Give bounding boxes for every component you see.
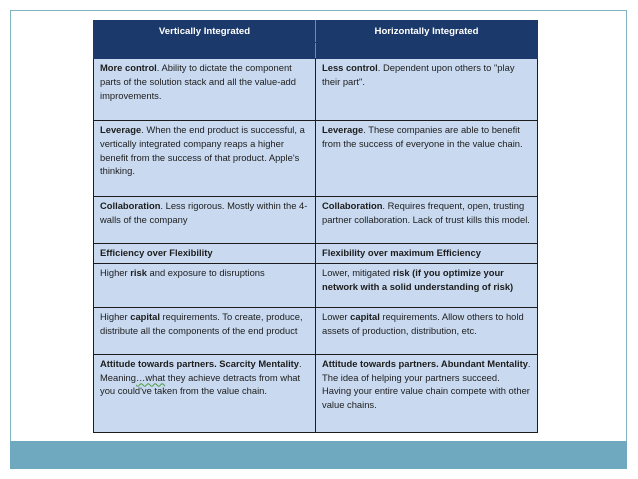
- cell-vertical: [94, 197, 316, 244]
- spellcheck-text: …what: [135, 371, 166, 383]
- header-horizontally-integrated: Horizontally Integrated: [316, 21, 538, 43]
- cell-vertical: [94, 59, 316, 121]
- cell-horizontal: [316, 307, 538, 354]
- table-row: [94, 307, 538, 354]
- footer-bar: [10, 441, 627, 469]
- header-vertically-integrated: Vertically Integrated: [94, 21, 316, 43]
- cell-vertical: [94, 121, 316, 197]
- cell-horizontal: [316, 354, 538, 432]
- table-row: [94, 263, 538, 307]
- cell-text: . When the end product is successful, a vertically integrated company reaps a higher benefit from the success of that product. Apple's thinking.: [100, 124, 305, 177]
- cell-text: requirements. Allow others to hold assets of production, distribution, etc.: [322, 310, 524, 336]
- comparison-table: [93, 20, 538, 433]
- bold-text: More control: [100, 62, 157, 73]
- cell-text: . Dependent upon others to "play their part".: [322, 62, 515, 87]
- table-row: [94, 354, 538, 432]
- cell-text: Lower: [322, 310, 351, 322]
- cell-vertical: [94, 244, 316, 264]
- table-row: [94, 244, 538, 264]
- cell-text: . These companies are able to benefit from the success of everyone in the value chain.: [322, 124, 523, 149]
- cell-horizontal: [316, 59, 538, 121]
- bold-text: Leverage: [100, 124, 142, 135]
- bold-text: risk: [130, 266, 147, 278]
- bold-text: Leverage: [322, 124, 364, 135]
- cell-text: . Meaning: [100, 357, 302, 383]
- bold-text: Attitude towards partners. Abundant Mentality: [322, 357, 528, 369]
- cell-vertical: [94, 263, 316, 307]
- bold-text: risk (if you optimize your network with a solid understanding of risk): [322, 266, 514, 292]
- spacer-cell: [316, 43, 538, 59]
- bold-text: capital: [350, 310, 380, 322]
- table-row: [94, 121, 538, 197]
- cell-text: Higher: [100, 266, 131, 278]
- cell-horizontal: [316, 197, 538, 244]
- cell-text: . The idea of helping your partners succeed. Having your entire value chain compete with other value chains.: [322, 357, 531, 411]
- header-row: [94, 21, 538, 43]
- cell-vertical: [94, 307, 316, 354]
- bold-text: Efficiency over Flexibility: [100, 247, 213, 258]
- cell-text: Lower, mitigated: [322, 266, 393, 278]
- cell-vertical: [94, 354, 316, 432]
- cell-text: . Requires frequent, open, trusting partner collaboration. Lack of trust kills this model.: [322, 200, 530, 225]
- cell-horizontal: [316, 121, 538, 197]
- bold-text: Attitude towards partners. Scarcity Mentality: [100, 357, 300, 369]
- cell-text: . Ability to dictate the component parts of the solution stack and all the value-add improvements.: [100, 62, 296, 101]
- cell-horizontal: [316, 244, 538, 264]
- bold-text: Flexibility over maximum Efficiency: [322, 247, 481, 258]
- cell-horizontal: [316, 263, 538, 307]
- cell-text: and exposure to disruptions: [146, 266, 265, 278]
- cell-text: requirements. To create, produce, distribute all the components of the end product: [100, 310, 303, 336]
- bold-text: Collaboration: [322, 200, 383, 211]
- spacer-cell: [94, 43, 316, 59]
- bold-text: capital: [130, 310, 160, 322]
- cell-text: they achieve detracts from what you could've taken from the value chain.: [100, 371, 301, 397]
- bold-text: Collaboration: [100, 200, 161, 211]
- bold-text: Less control: [322, 62, 378, 73]
- table-row: [94, 59, 538, 121]
- table-row: [94, 197, 538, 244]
- cell-text: Higher: [100, 310, 131, 322]
- cell-text: . Less rigorous. Mostly within the 4-walls of the company: [100, 200, 308, 225]
- header-spacer-row: [94, 43, 538, 59]
